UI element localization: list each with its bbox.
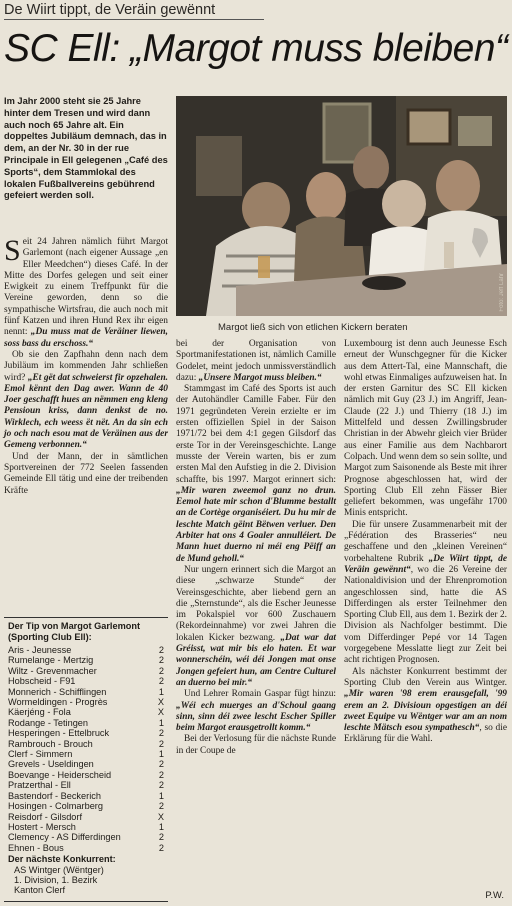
tip-match: Hostert - Mersch [8,821,76,832]
tip-row [4,791,168,801]
photo-illustration [176,96,507,316]
tip-match: Monnerich - Schifflingen [8,686,107,697]
tip-row [4,770,168,780]
tip-prediction: 1 [158,717,164,728]
tip-prediction: 2 [158,759,164,770]
tip-row [4,687,168,697]
tip-prediction: 1 [158,790,164,801]
col3-quote-1: „De Wiirt tippt, de Veräin gewënnt“ [344,553,508,575]
tip-row [4,707,168,717]
tip-prediction: 2 [158,832,164,843]
tip-prediction: 2 [158,738,164,749]
tip-prediction: 1 [158,749,164,760]
col3-text-5: , so die Erklärung für die Wahl. [344,723,507,745]
tip-list [4,645,168,853]
tip-match: Rodange - Tetingen [8,717,89,728]
tip-row [4,801,168,811]
drop-cap: S [4,234,21,267]
tip-match: Pratzerthal - Ell [8,780,71,791]
tip-match: Rambrouch - Brouch [8,738,93,749]
tip-row [4,832,168,842]
next-opponent-title: Der nächste Konkurrent: [8,854,116,865]
tip-prediction: 1 [158,686,164,697]
tip-prediction: 1 [158,821,164,832]
tip-match: Clerf - Simmern [8,749,73,760]
tip-row [4,739,168,749]
tip-row [4,697,168,707]
tip-match: Rumelange - Mertzig [8,655,94,666]
tip-row [4,749,168,759]
col2-quote-1: „Unsere Margot muss bleiben.“ [198,372,322,383]
tip-match: Wiltz - Grevenmacher [8,665,97,676]
tip-row [4,645,168,655]
col3-text-1: Luxembourg ist denn auch Jeunesse Esch erneut der Wunschgegner für die Kicker aus dem Attert-Tal, eine Mannschaft, die wohl etwas Einmaliges aufzuweisen hat. In der ersten Garnitur des SC Ell kicken nämlich mit Guy (23 J.) im Angriff, Jean-Claude (22 J.) und Thierry (18 J.) im Mittelfeld und dessen Zwillingsbruder Christian in der Abwehr gleich vier Brüder aus einer Familie aus dem Nachbarort Colpach. Und wenn dem so sein sollte, und Margot zum Saisonende als Beste mit ihrer Prognose abgeschlossen hat, wird der Sporting Club Ell zehn Fässer Bier geliefert bekommen, was ungefähr 1700 Minis entspricht. [344,339,507,519]
tip-row [4,812,168,822]
tip-box [4,617,168,902]
col2-text-2: Stammgast im Café des Sports ist auch der Autohändler Camille Faber. Für den 1971 gegründeten Verein erzielte er im ersten offiziellen Spiel in der Saison 1971/72 bei dem 4:1 gegen Gilsdorf das erste Tor in der Vereinsgeschichte. Lange musste der Verein warten, bis er zum ersten Mal den Aufstieg in die 2. Division schaffte, bis 1997. Margot erinnert sich: [176,384,336,485]
col3-text-3: , wo die 26 Vereine der Nationaldivision und der Ehrenpromotion angeschlossen sind, hatte die AS Differdingen als erster Teilnehmer den Sporting Club Ell, aus dem 1. Bezirk der 2. Division als Nachfolger bestimmt. Die vom Differdinger Pepé vor 14 Tagen vorgegebene Messlatte liegt zur Zeit bei acht richtigen Prognosen. [344,564,507,666]
col3-quote-2: „Mir waren '98 erem erausgefall, '99 erem an 2. Divisioun opgestigen an déi zweet Equipe vu Wëntger war am an nom leschte Mätsch esou sympathesch“ [344,689,507,734]
tip-match: Hesperingen - Ettelbruck [8,728,110,739]
article-column-2 [176,339,336,757]
tip-prediction: 2 [158,645,164,655]
tip-prediction: 2 [158,780,164,791]
col1-text-3: Und der Mann, der in sämtlichen Sportvereinen der 772 Seelen fassenden Gemeinde Ell tätig und eine der treibenden Kräfte [4,451,168,496]
tip-match: Boevange - Heiderscheid [8,769,112,780]
col2-quote-2: „Mir waren zweemol ganz no drun. Eemol hate mir schon d'Blumme bestallt an de Cortège organiséiert. Du hu mir de leschte Match gëint Bëtwen verluer. Den Arbiter hat ons 4 Goaler annulléiert. De Mann huet duerno ni méi eng Pëiff an de Mund geholl.“ [176,485,336,564]
tip-prediction: 2 [158,801,164,812]
col2-quote-4: „Wéi ech muerges an d'Schoul gaang sinn, sinn déi zwee lescht Escher Spiller beim Margot erausgetrollt komm.“ [176,700,336,734]
tip-match: Bastendorf - Beckerich [8,790,101,801]
tip-prediction: 2 [158,655,164,666]
tip-prediction: 2 [158,665,164,676]
tip-match: Grevels - Useldingen [8,759,94,770]
col2-quote-3: „Dat war dat Gréisst, wat mir bis elo haten. Et war wonnerschéin, wéi déi Jongen mat onse Jongen gefeiert hun, am Centre Culturel an duerno bei mir.“ [176,632,336,688]
tip-prediction: 2 [158,842,164,853]
photo-credit: Foto: Jeff Lahr [499,273,505,312]
tip-match: Hosingen - Colmarberg [8,801,103,812]
col1-text-1: eit 24 Jahren nämlich führt Margot Garlemont (nach eigener Aussage „en Eller Meedchen“) dieses Café. In der Mitte des Dorfes gelegen und seit einer Ewigkeit zu einem Treffpunkt für die Vereine geworden, denn so die sympathische Wirtsfrau, die auch noch mit fünf Katzen und ihren Hund Rex ihr eigen nennt: [4,237,168,338]
next-opponent-line: 1. Division, 1. Bezirk [14,874,98,885]
tip-match: Reisdorf - Gilsdorf [8,811,83,822]
tip-match: Clemency - AS Differdingen [8,832,121,843]
tip-prediction: X [157,707,164,718]
article-photo [176,96,507,316]
col2-text-1: bei der Organisation von Sportmanifestationen ist, nämlich Camille Godelet, meint jedoch unmissverständlich dazu: [176,339,336,383]
col3-text-2: Die für unsere Zusammenarbeit mit der „Fédération des Brasseries“ neu geschaffene und den „kleinen Vereinen“ vorbehaltene Rubrik [344,519,507,564]
author-signature: P.W. [485,889,504,900]
headline: SC Ell: „Margot muss bleiben“ [4,27,508,70]
tip-row [4,718,168,728]
section-kicker: De Wiirt tippt, de Veräin gewënnt [4,2,264,20]
tip-prediction: 2 [158,728,164,739]
tip-box-title: Der Tip von Margot Garlemont (Sporting Club Ell): [8,621,141,642]
tip-match: Wormeldingen - Progrès [8,697,108,708]
tip-row [4,843,168,853]
tip-match: Ehnen - Bous [8,842,64,853]
col1-quote-1: „Du muss mat de Veräiner liewen, soss bass du erschoss.“ [4,327,168,349]
article-column-3 [344,339,507,746]
tip-match: Hobscheid - F91 [8,676,76,687]
article-column-1 [4,234,168,497]
tip-prediction: 2 [158,769,164,780]
col3-text-4: Als nächster Konkurrent bestimmt der Sporting Club den Verein aus Wintger. [344,666,507,688]
next-opponent-line: Kanton Clerf [14,885,66,896]
tip-row [4,759,168,769]
tip-prediction: 2 [158,676,164,687]
tip-match: Käerjéng - Fola [8,707,71,718]
tip-row [4,666,168,676]
tip-prediction: X [157,697,164,708]
tip-row [4,676,168,686]
tip-row [4,780,168,790]
photo-caption: Margot ließ sich von etlichen Kickern beraten [218,322,408,333]
col1-quote-2: „Et gët dat schweierst fir opzehalen. Emol kënnt den Dag awer. Wann de 40 Joer geschafft hues an nëmmen eng kleng Pensioun kriss, dann denkst de no. Wirklech, ech weess ët nët. An da sin ech jo och nach esou mat de Veräinen aus der Gemeng verbonnen.“ [4,372,168,451]
tip-row [4,655,168,665]
lead-paragraph: Im Jahr 2000 steht sie 25 Jahre hinter dem Tresen und wird dann auch noch 65 Jahre alt. Ein doppeltes Jubiläum demnach, das in dem, an der Nr. 30 in der rue Principale in Ell gelegenen „Café des Sports“, dem Stammlokal des lokalen Fußballvereins gebührend gefeiert werden soll. [4,96,168,201]
tip-row [4,728,168,738]
next-opponent-line: AS Wintger (Wëntger) [14,864,104,875]
tip-prediction: X [157,811,164,822]
tip-row [4,822,168,832]
tip-match: Aris - Jeunesse [8,645,72,655]
col1-text-2: Ob sie den Zapfhahn denn nach dem Jubiläum im kommenden Jahr schließen wird? [4,349,168,383]
col2-text-5: Bei der Verlosung für die nächste Runde in der Coupe de [176,734,336,756]
col2-text-4: Und Lehrer Romain Gaspar fügt hinzu: [184,689,336,700]
col2-text-3: Nur ungern erinnert sich die Margot an diese „schwarze Stunde“ der Vereinsgeschichte, aber liebend gern an die „Sternstunde“, als die Escher Jeunesse im Pokalspiel vor 600 Zuschauern (Rekordeinnahme) vor zwei Jahren die lokalen Kicker bezwang. [176,564,336,643]
